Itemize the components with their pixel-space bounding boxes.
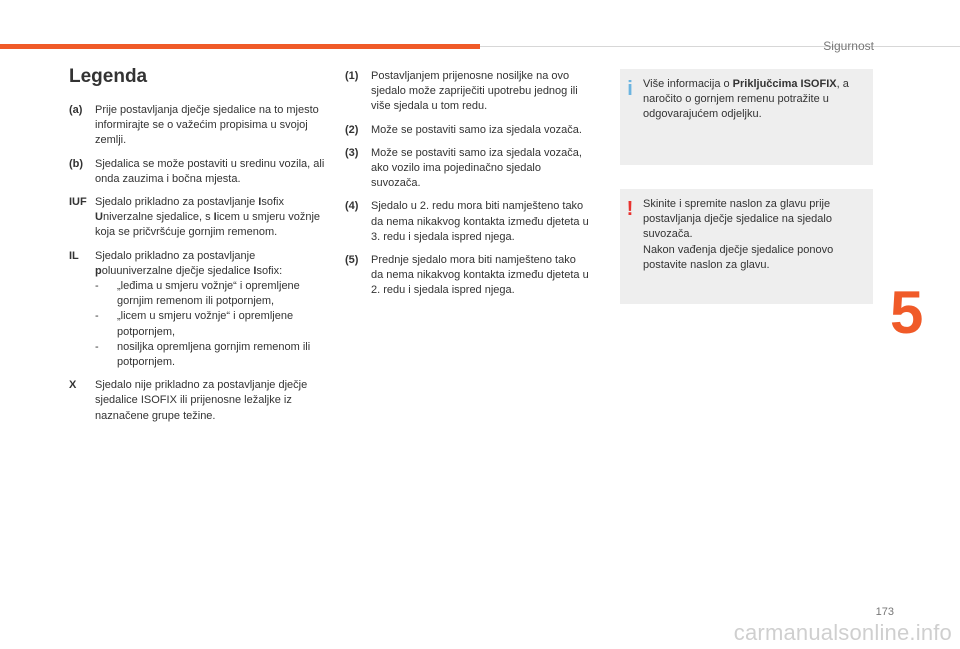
chapter-number: 5 — [890, 279, 924, 346]
legend-subitem: - „licem u smjeru vožnje“ i opremljene potpornjem, — [95, 309, 325, 339]
header-accent-bar — [0, 44, 480, 49]
note-key: (4) — [345, 200, 359, 213]
legend-key: IL — [69, 249, 79, 262]
legend-text: Sjedalo prikladno za postavljanje Isofix Univerzalne sjedalice, s Iicem u smjeru vožnje koja se pričvršćuje gornjim remenom. — [95, 196, 321, 239]
legend-text: Sjedalo nije prikladno za postavljanje dječje sjedalice ISOFIX ili prijenosne ležaljke iz naznačene grupe težine. — [95, 379, 308, 422]
legend-key: X — [69, 379, 77, 392]
note-item — [345, 199, 591, 245]
section-title: Sigurnost — [823, 39, 874, 53]
legend-item — [69, 157, 325, 187]
note-item — [345, 69, 591, 115]
note-text: Može se postaviti samo iza sjedala vozača. — [371, 123, 582, 136]
info-text: Više informacija o Priključcima ISOFIX, a naročito o gornjem remenu potražite u odgovarajućem odjeljku. — [643, 78, 849, 121]
info-icon: i — [627, 78, 633, 100]
warning-box — [620, 189, 873, 304]
note-key: (1) — [345, 70, 359, 82]
note-key: (2) — [345, 123, 359, 136]
legend-text: Prije postavljanja dječje sjedalice na to mjesto informirajte se o važećim propisima u svojoj zemlji. — [95, 104, 319, 147]
legend-title: Legenda — [69, 66, 148, 87]
legend-text: Sjedalica se može postaviti u sredinu vozila, ali onda zauzima i bočna mjesta. — [95, 157, 325, 185]
warning-text-1: Skinite i spremite naslon za glavu prije postavljanja dječje sjedalice na sjedalo suvozača. — [643, 198, 832, 241]
note-item — [345, 146, 591, 192]
legend-key: (a) — [69, 104, 83, 116]
legend-item — [69, 378, 325, 424]
note-key: (5) — [345, 254, 359, 267]
note-text: Prednje sjedalo mora biti namješteno tako da nema nikakvog kontakta između djeteta u 2. redu i sjedala ispred njega. — [371, 254, 589, 297]
note-text: Sjedalo u 2. redu mora biti namješteno tako da nema nikakvog kontakta između djeteta u 3. redu i sjedala ispred njega. — [371, 200, 589, 243]
legend-item — [69, 103, 325, 149]
legend-subitem: - „leđima u smjeru vožnje“ i opremljene gornjim remenom ili potpornjem, — [95, 279, 325, 309]
legend-item — [69, 195, 325, 241]
info-box — [620, 69, 873, 165]
page-number: 173 — [875, 606, 894, 618]
note-item — [345, 253, 591, 299]
legend-key: IUF — [69, 196, 87, 209]
legend-text: Sjedalo prikladno za postavljanje poluuniverzalne dječje sjedalice Isofix: - „leđima u smjeru vožnje“ i opremljene gornjim remenom ili potpornjem, - „licem u smjeru vožnje“ i opremljene potpornjem, - nosiljka opremljena gornjim remenom ili potpornjem. — [95, 249, 325, 371]
notes-column — [345, 69, 591, 307]
watermark-text: carmanualsonline.info — [733, 620, 952, 645]
legend-column — [69, 66, 325, 432]
note-item — [345, 123, 591, 138]
note-key: (3) — [345, 146, 359, 159]
legend-sublist — [95, 279, 325, 370]
legend-subitem: - nosiljka opremljena gornjim remenom ili potpornjem. — [95, 340, 325, 370]
warning-icon: ! — [626, 198, 634, 220]
legend-item — [69, 249, 325, 371]
warning-text-2: Nakon vađenja dječje sjedalice ponovo postavite naslon za glavu. — [643, 243, 834, 271]
note-text: Može se postaviti samo iza sjedala vozača, ako vozilo ima pojedinačno sjedalo suvozača. — [371, 146, 582, 190]
note-text: Postavljanjem prijenosne nosiljke na ovo sjedalo može zapriječiti upotrebu jednog ili više sjedala u tom redu. — [371, 70, 578, 113]
legend-key: (b) — [69, 157, 84, 170]
header-rule — [480, 46, 960, 47]
